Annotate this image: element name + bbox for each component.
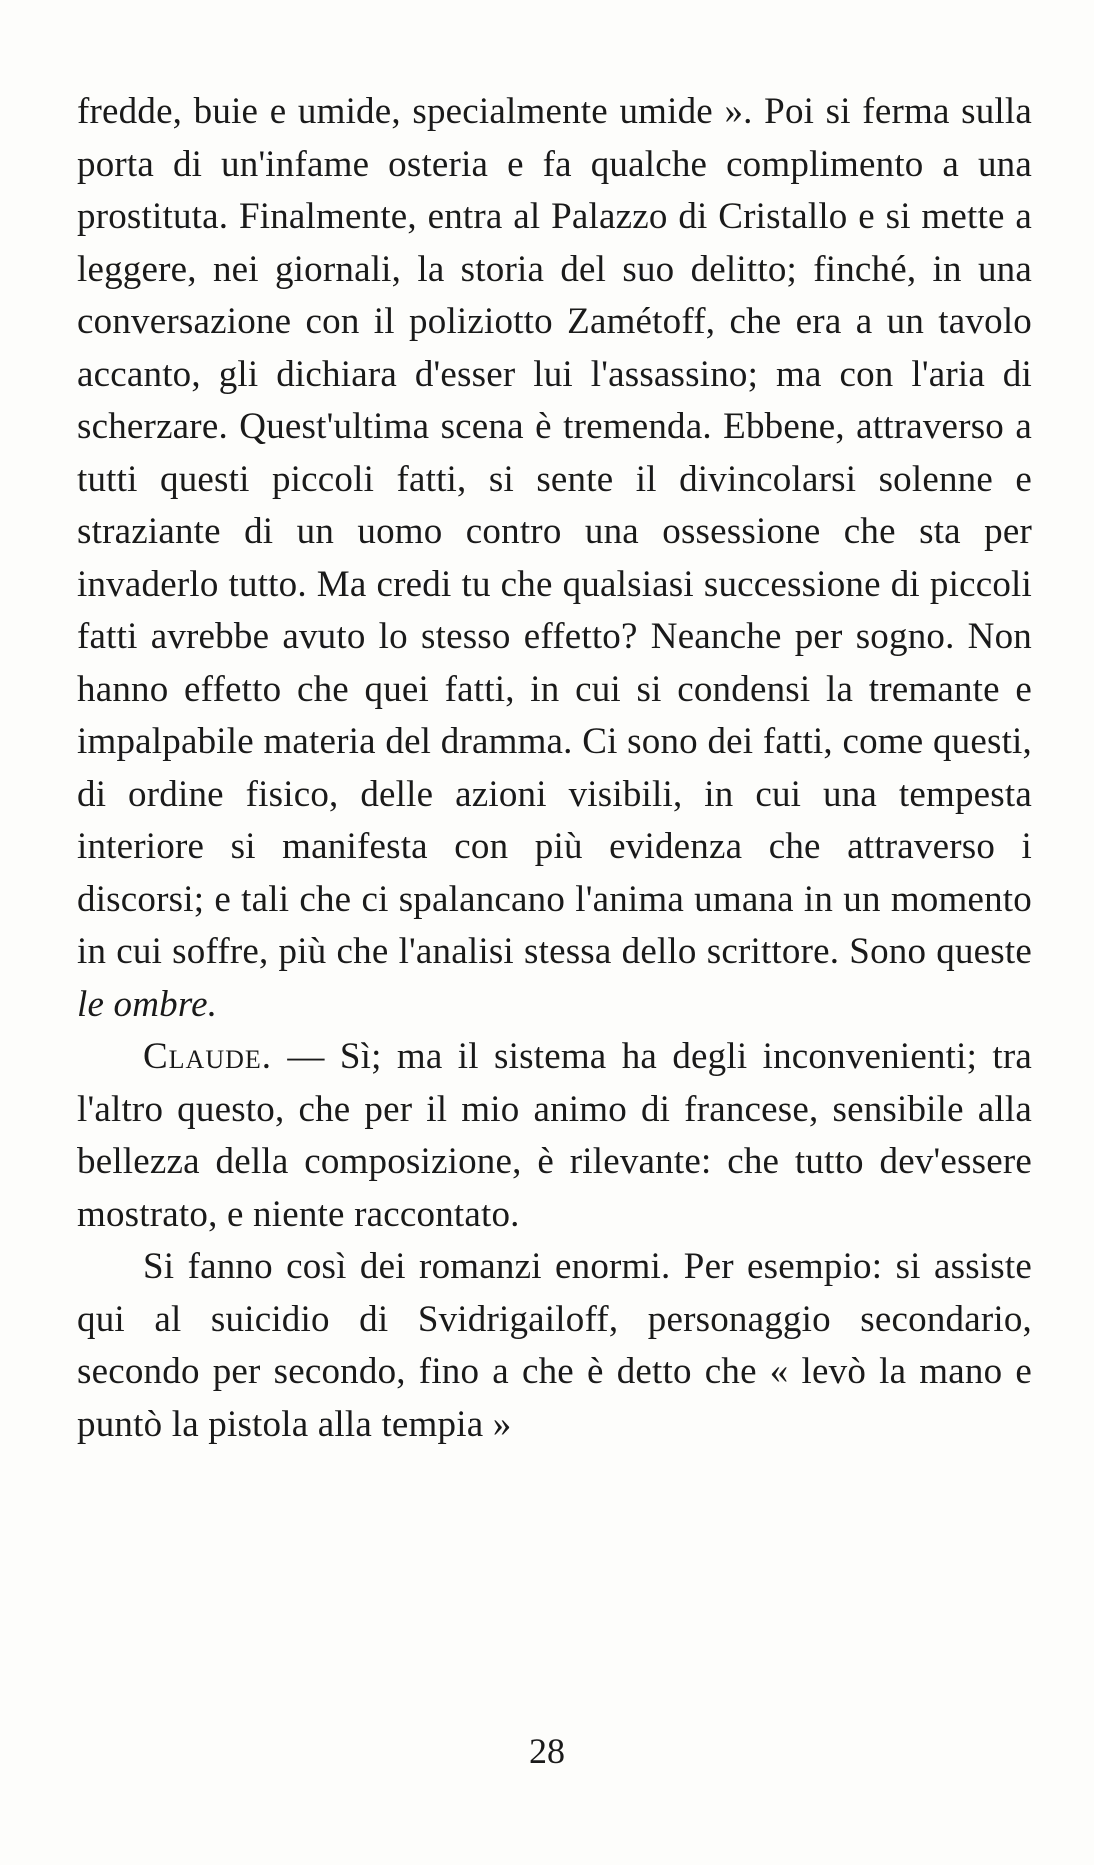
speaker-name: Claude.	[143, 1036, 273, 1077]
paragraph-1-emphasis: le ombre.	[77, 983, 218, 1025]
paragraph-2	[77, 1031, 1032, 1241]
paragraph-1-text: fredde, buie e umide, specialmente umide ». Poi si ferma sulla porta di un'infame osteria e fa qualche complimento a una prostituta. Finalmente, entra al Palazzo di Cristallo e si mette a leggere, nei giornali, la storia del suo delitto; finché, in una conversazione con il poliziotto Zamétoff, che era a un tavolo accanto, gli dichiara d'esser lui l'assassino; ma con l'aria di scherzare. Quest'ultima scena è tremenda. Ebbene, attraverso a tutti questi piccoli fatti, si sente il divincolarsi solenne e straziante di un uomo contro una ossessione che sta per invaderlo tutto. Ma credi tu che qualsiasi successione di piccoli fatti avrebbe avuto lo stesso effetto? Neanche per sogno. Non hanno effetto che quei fatti, in cui si condensi la tremante e impalpabile materia del dramma. Ci sono dei fatti, come questi, di ordine fisico, delle azioni visibili, in cui una tempesta interiore si manifesta con più evidenza che attraverso i discorsi; e tali che ci spalancano l'anima umana in un momento in cui soffre, più che l'analisi stessa dello scrittore. Sono queste	[77, 91, 1032, 972]
paragraph-1	[77, 86, 1032, 1031]
paragraph-3	[77, 1241, 1032, 1451]
page-number: 28	[529, 1731, 565, 1771]
paragraph-2-text: — Sì; ma il sistema ha degli inconvenienti; tra l'altro questo, che per il mio animo di francese, sensibile alla bellezza della composizione, è rilevante: che tutto dev'essere mostrato, e niente raccontato.	[77, 1036, 1033, 1235]
paragraph-3-text: Si fanno così dei romanzi enormi. Per esempio: si assiste qui al suicidio di Svidrigailoff, personaggio secondario, secondo per secondo, fino a che è detto che « levò la mano e puntò la pistola alla tempia »	[77, 1246, 1032, 1445]
body-text	[77, 86, 1032, 1451]
